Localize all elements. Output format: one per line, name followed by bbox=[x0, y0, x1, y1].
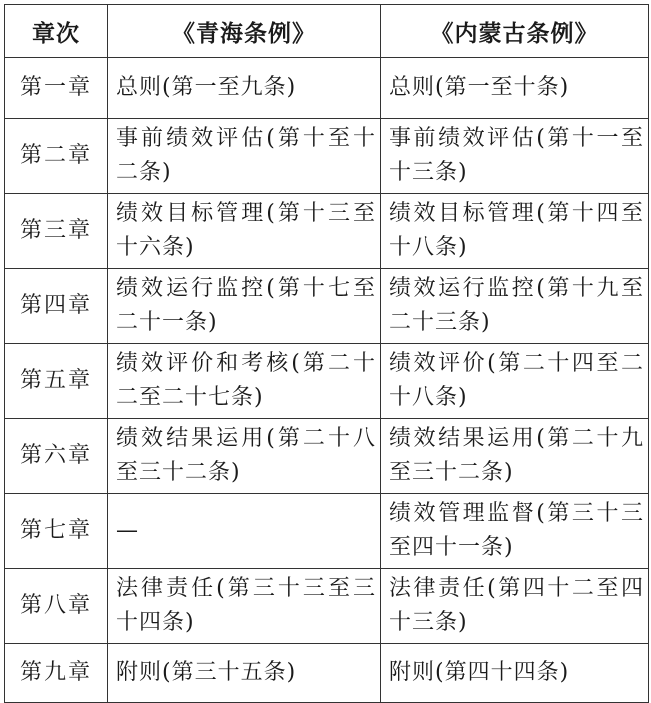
chapter-cell: 第七章 bbox=[5, 494, 108, 569]
comparison-table bbox=[4, 4, 649, 703]
neimenggu-cell: 绩效管理监督(第三十三至四十一条) bbox=[381, 494, 649, 569]
neimenggu-cell: 附则(第四十四条) bbox=[381, 644, 649, 703]
table-row bbox=[5, 644, 649, 703]
qinghai-cell-empty: — bbox=[108, 494, 381, 569]
header-neimenggu: 《内蒙古条例》 bbox=[381, 5, 649, 58]
chapter-cell: 第三章 bbox=[5, 194, 108, 269]
neimenggu-cell: 绩效运行监控(第十九至二十三条) bbox=[381, 269, 649, 344]
qinghai-cell: 绩效评价和考核(第二十二至二十七条) bbox=[108, 344, 381, 419]
chapter-cell: 第六章 bbox=[5, 419, 108, 494]
table-row bbox=[5, 419, 649, 494]
neimenggu-cell: 绩效目标管理(第十四至十八条) bbox=[381, 194, 649, 269]
qinghai-cell: 绩效目标管理(第十三至十六条) bbox=[108, 194, 381, 269]
table-row bbox=[5, 569, 649, 644]
table-header bbox=[5, 5, 649, 58]
qinghai-cell: 法律责任(第三十三至三十四条) bbox=[108, 569, 381, 644]
chapter-cell: 第一章 bbox=[5, 58, 108, 119]
chapter-cell: 第二章 bbox=[5, 119, 108, 194]
neimenggu-cell: 总则(第一至十条) bbox=[381, 58, 649, 119]
table-row bbox=[5, 344, 649, 419]
table-row bbox=[5, 119, 649, 194]
chapter-cell: 第四章 bbox=[5, 269, 108, 344]
header-chapter: 章次 bbox=[5, 5, 108, 58]
chapter-cell: 第八章 bbox=[5, 569, 108, 644]
qinghai-cell: 附则(第三十五条) bbox=[108, 644, 381, 703]
table-row bbox=[5, 58, 649, 119]
table-row bbox=[5, 494, 649, 569]
header-row bbox=[5, 5, 649, 58]
table-row bbox=[5, 269, 649, 344]
chapter-cell: 第九章 bbox=[5, 644, 108, 703]
neimenggu-cell: 绩效结果运用(第二十九至三十二条) bbox=[381, 419, 649, 494]
qinghai-cell: 事前绩效评估(第十至十二条) bbox=[108, 119, 381, 194]
header-qinghai: 《青海条例》 bbox=[108, 5, 381, 58]
chapter-cell: 第五章 bbox=[5, 344, 108, 419]
neimenggu-cell: 事前绩效评估(第十一至十三条) bbox=[381, 119, 649, 194]
neimenggu-cell: 绩效评价(第二十四至二十八条) bbox=[381, 344, 649, 419]
table-row bbox=[5, 194, 649, 269]
qinghai-cell: 绩效运行监控(第十七至二十一条) bbox=[108, 269, 381, 344]
qinghai-cell: 总则(第一至九条) bbox=[108, 58, 381, 119]
table-body bbox=[5, 58, 649, 703]
neimenggu-cell: 法律责任(第四十二至四十三条) bbox=[381, 569, 649, 644]
qinghai-cell: 绩效结果运用(第二十八至三十二条) bbox=[108, 419, 381, 494]
